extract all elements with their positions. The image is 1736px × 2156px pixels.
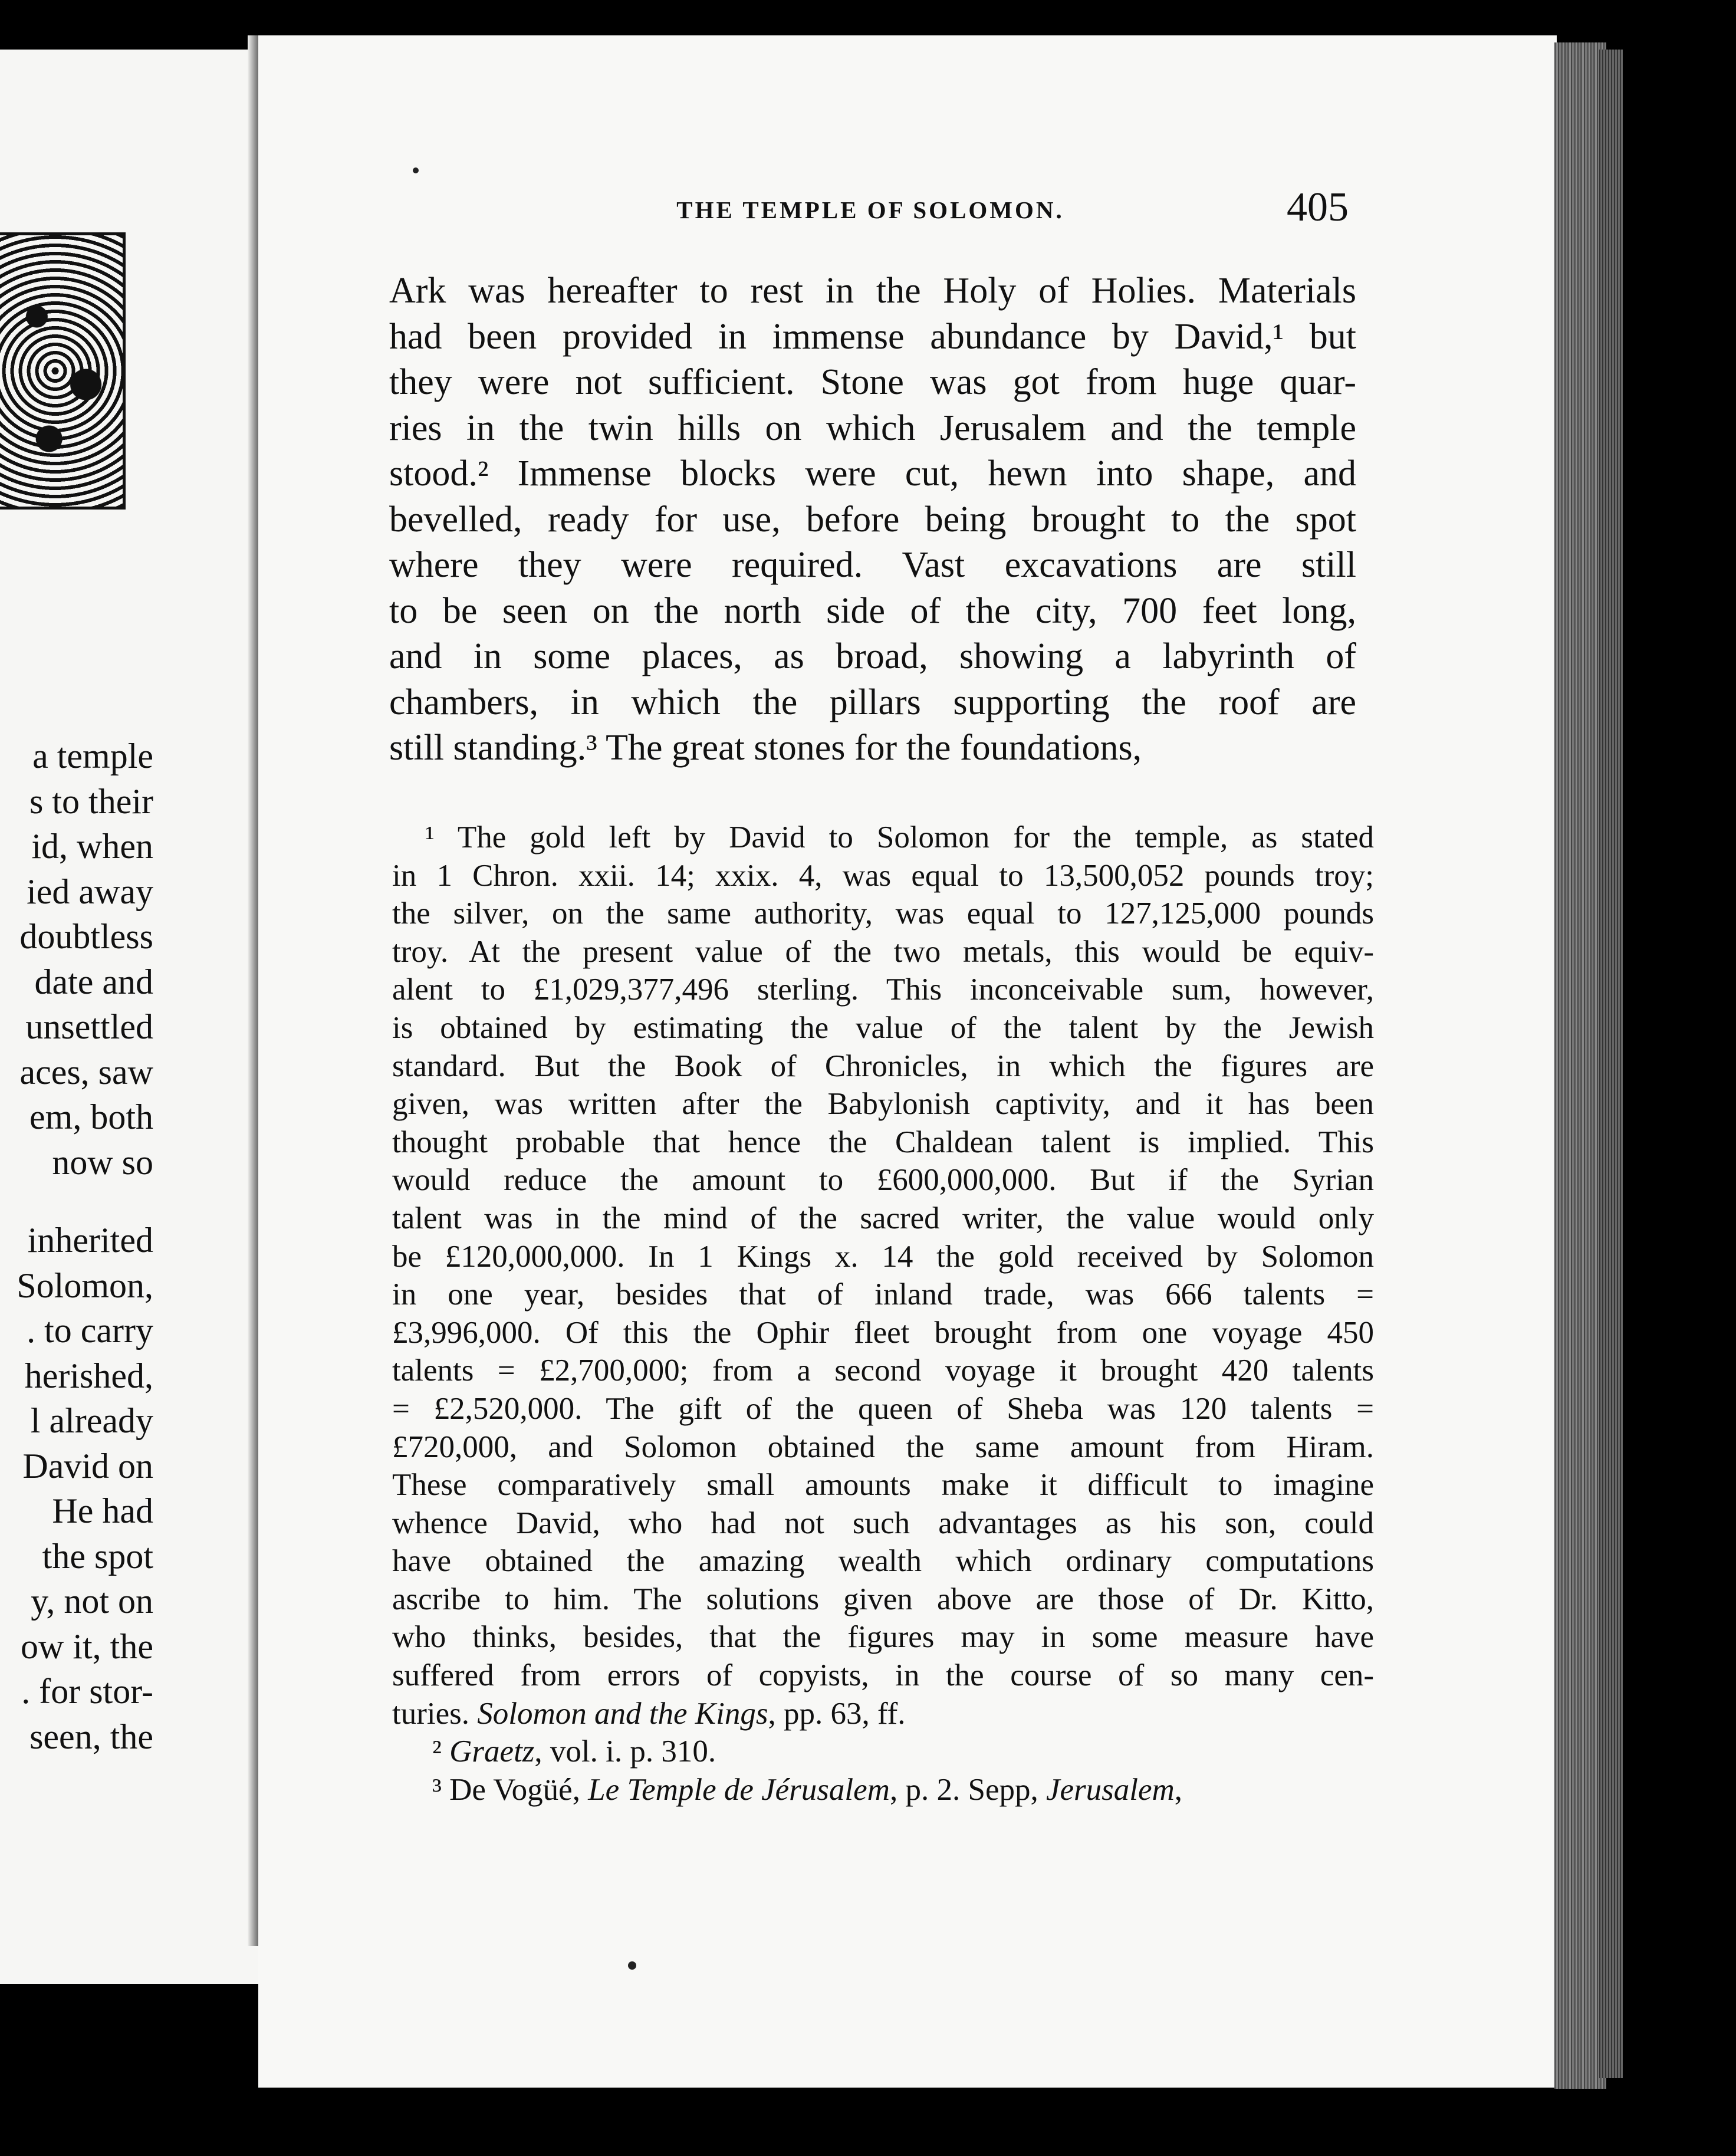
left-line: em, both	[29, 1097, 153, 1136]
footnote-1-line: be £120,000,000. In 1 Kings x. 14 the gold received by Solomon	[392, 1239, 1374, 1274]
body-line: chambers, in which the pillars supporting the roof are	[389, 682, 1356, 722]
left-line: ied away	[27, 872, 153, 911]
footnote-3-title: Le Temple de Jérusalem	[588, 1772, 890, 1807]
left-line: He had	[52, 1491, 153, 1530]
footnote-2-rest: , vol. i. p. 310.	[534, 1734, 716, 1769]
footnote-3-author: De Vogüé,	[449, 1772, 588, 1807]
left-line: ow it, the	[21, 1626, 153, 1666]
left-line: s to their	[29, 781, 153, 821]
footnote-1-line: alent to £1,029,377,496 sterling. This inconceivable sum, however,	[392, 972, 1374, 1007]
left-line: aces, saw	[19, 1052, 153, 1092]
body-line: stood.² Immense blocks were cut, hewn into shape, and	[389, 453, 1356, 494]
left-facing-page	[0, 50, 259, 1984]
footnote-1-suffix: , pp. 63, ff.	[768, 1696, 906, 1731]
footnote-1-line: talents = £2,700,000; from a second voyage it brought 420 talents	[392, 1353, 1374, 1388]
footnote-1-prefix: turies.	[392, 1696, 478, 1731]
left-line: seen, the	[29, 1717, 153, 1756]
footnote-1-line: given, was written after the Babylonish captivity, and it has been	[392, 1087, 1374, 1122]
body-line: to be seen on the north side of the city, 700 feet long,	[389, 590, 1356, 631]
left-line-gap	[17, 1185, 153, 1218]
footnote-1-last-line	[392, 1695, 1374, 1733]
left-line: date and	[34, 962, 153, 1001]
body-line: ries in the twin hills on which Jerusalem and the temple	[389, 407, 1356, 448]
page-stack-edge-outer	[1599, 50, 1623, 2078]
footnote-1-line: troy. At the present value of the two metals, this would be equiv-	[392, 934, 1374, 969]
footnote-1-line: whence David, who had not such advantages as his son, could	[392, 1506, 1374, 1540]
left-line: l already	[30, 1401, 153, 1440]
footnote-1-line: ¹ The gold left by David to Solomon for the temple, as stated	[425, 820, 1374, 854]
footnote-1-line: the silver, on the same authority, was equal to 127,125,000 pounds	[392, 896, 1374, 931]
footnote-1-line: = £2,520,000. The gift of the queen of Sheba was 120 talents =	[392, 1391, 1374, 1426]
left-line: doubtless	[19, 917, 153, 956]
left-line: David on	[22, 1446, 153, 1485]
footnote-1-line: £3,996,000. Of this the Ophir fleet brought from one voyage 450	[392, 1315, 1374, 1350]
footnote-1-line: in 1 Chron. xxii. 14; xxix. 4, was equal to 13,500,052 pounds troy;	[392, 858, 1374, 893]
left-line: . for stor-	[21, 1672, 153, 1711]
left-line: . to carry	[27, 1311, 153, 1350]
footnote-1-title: Solomon and the Kings	[477, 1696, 768, 1731]
left-line: Solomon,	[17, 1266, 153, 1305]
footnote-3	[392, 1771, 1374, 1809]
left-line: a temple	[32, 737, 153, 775]
footnote-1-line: ascribe to him. The solutions given above are those of Dr. Kitto,	[392, 1582, 1374, 1616]
left-line: now so	[52, 1142, 153, 1182]
footnote-3-end: ,	[1174, 1772, 1183, 1807]
print-speck	[413, 167, 419, 173]
footnote-2-marker: ²	[432, 1734, 442, 1769]
footnote-2-author: Graetz	[449, 1734, 535, 1769]
footnote-1-line: is obtained by estimating the value of the talent by the Jewish	[392, 1010, 1374, 1045]
footnote-1-line: These comparatively small amounts make it difficult to imagine	[392, 1468, 1374, 1503]
body-line: where they were required. Vast excavations are still	[389, 545, 1356, 585]
footnote-3-marker: ³	[432, 1772, 442, 1807]
print-speck	[628, 1961, 636, 1970]
left-line: inherited	[27, 1221, 153, 1260]
body-line: they were not sufficient. Stone was got from huge quar-	[389, 362, 1356, 402]
left-line: unsettled	[25, 1007, 153, 1046]
footnote-1-line: have obtained the amazing wealth which ordinary computations	[392, 1544, 1374, 1579]
footnote-1-line: £720,000, and Solomon obtained the same amount from Hiram.	[392, 1429, 1374, 1464]
footnotes	[392, 819, 1374, 1809]
footnote-2	[392, 1733, 1374, 1771]
left-page-text	[17, 734, 153, 1759]
body-line: and in some places, as broad, showing a labyrinth of	[389, 636, 1356, 676]
footnote-1-line: talent was in the mind of the sacred writer, the value would only	[392, 1201, 1374, 1235]
page-stack-edge	[1554, 42, 1606, 2089]
body-text	[389, 268, 1356, 771]
footnote-1-line: thought probable that hence the Chaldean talent is implied. This	[392, 1125, 1374, 1159]
left-line: the spot	[42, 1536, 153, 1576]
body-line: had been provided in immense abundance by David,¹ but	[389, 316, 1356, 357]
left-line: id, when	[31, 827, 153, 866]
footnote-1-line: standard. But the Book of Chronicles, in which the figures are	[392, 1049, 1374, 1083]
body-line: Ark was hereafter to rest in the Holy of Holies. Materials	[389, 271, 1356, 311]
footnote-3-middle: , p. 2. Sepp,	[889, 1772, 1046, 1807]
left-line: y, not on	[31, 1582, 153, 1621]
footnote-1-line: would reduce the amount to £600,000,000. But if the Syrian	[392, 1163, 1374, 1198]
decorative-initial-ornament	[0, 232, 126, 510]
footnote-1-line: suffered from errors of copyists, in the course of so many cen-	[392, 1658, 1374, 1693]
footnote-1-line: who thinks, besides, that the figures may in some measure have	[392, 1620, 1374, 1655]
footnote-1-line: in one year, besides that of inland trade, was 666 talents =	[392, 1277, 1374, 1312]
page-number: 405	[1287, 185, 1349, 230]
running-head: THE TEMPLE OF SOLOMON.	[676, 196, 1064, 224]
left-line: herished,	[24, 1356, 153, 1395]
body-line: still standing.³ The great stones for the foundations,	[389, 728, 1142, 768]
footnote-3-title2: Jerusalem	[1045, 1772, 1175, 1807]
body-line: bevelled, ready for use, before being brought to the spot	[389, 499, 1356, 540]
